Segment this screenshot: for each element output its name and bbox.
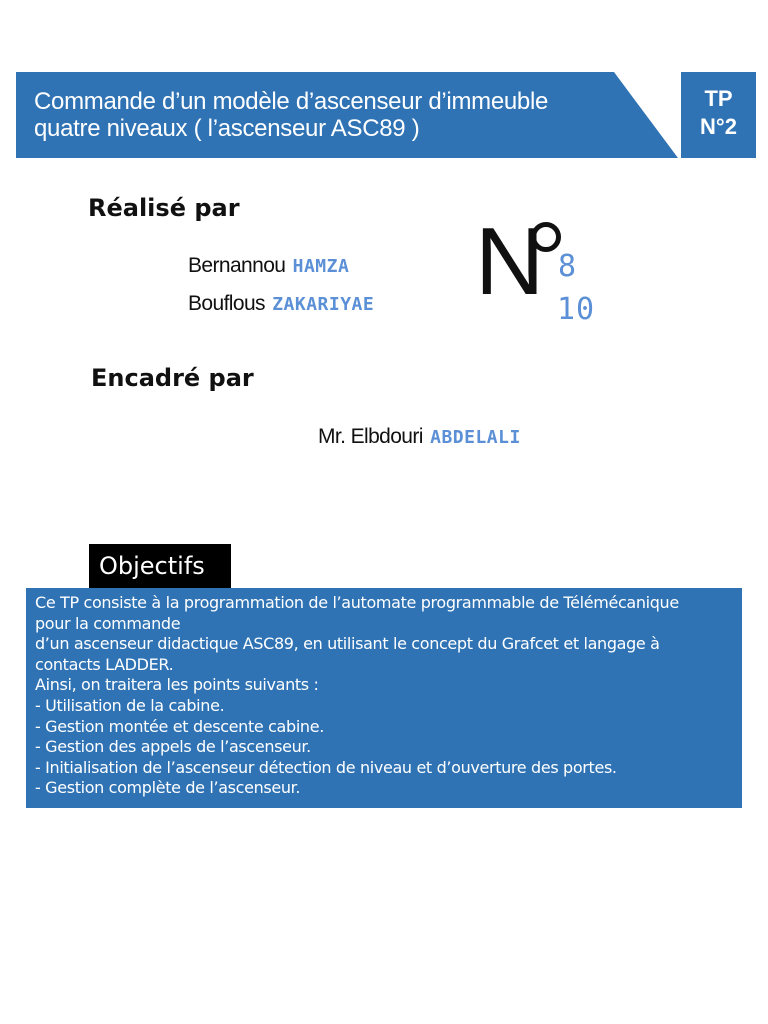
- number-symbol: N: [475, 208, 545, 315]
- objectifs-line: pour la commande: [35, 613, 181, 633]
- encadre-heading: Encadré par: [91, 364, 254, 392]
- author-1: [188, 254, 349, 278]
- objectifs-line: Ainsi, on traitera les points suivants :: [35, 675, 319, 695]
- tp-badge: [681, 72, 756, 158]
- author-2-first: Bouflous: [188, 292, 265, 315]
- document-title-line-1: Commande d’un modèle d’ascenseur d’immeuble: [34, 88, 549, 115]
- group-number-top: 8: [558, 249, 578, 284]
- objectifs-line: d’un ascenseur didactique ASC89, en utilisant le concept du Grafcet et langage à: [35, 634, 660, 654]
- objectifs-heading: Objectifs: [89, 544, 231, 588]
- objectifs-line: - Gestion complète de l’ascenseur.: [35, 778, 301, 798]
- author-1-last: HAMZA: [292, 256, 350, 277]
- realise-heading: Réalisé par: [88, 194, 240, 222]
- objectifs-line: contacts LADDER.: [35, 654, 174, 674]
- author-2-last: ZAKARIYAE: [272, 294, 375, 315]
- document-title-line-2: quatre niveaux ( l’ascenseur ASC89 ): [34, 115, 420, 142]
- tp-label: TP: [704, 86, 733, 111]
- group-number-bottom: 10: [557, 292, 596, 327]
- group-number: [475, 208, 605, 335]
- objectifs-line: - Initialisation de l’ascenseur détection de niveau et d’ouverture des portes.: [35, 757, 617, 777]
- objectifs-line: - Utilisation de la cabine.: [35, 695, 225, 715]
- degree-sign-icon: [531, 222, 561, 252]
- document-title: [34, 88, 634, 142]
- objectifs-line: Ce TP consiste à la programmation de l’automate programmable de Télémécanique: [35, 593, 679, 612]
- objectifs-line: - Gestion des appels de l’ascenseur.: [35, 737, 311, 757]
- supervisor-first: Mr. Elbdouri: [318, 425, 423, 448]
- objectifs-line: - Gestion montée et descente cabine.: [35, 716, 324, 736]
- supervisor: [318, 425, 521, 449]
- tp-number: N°2: [700, 114, 737, 139]
- supervisor-last: ABDELALI: [430, 427, 521, 448]
- author-2: [188, 292, 374, 316]
- author-1-first: Bernannou: [188, 254, 286, 277]
- objectifs-box: [26, 588, 742, 808]
